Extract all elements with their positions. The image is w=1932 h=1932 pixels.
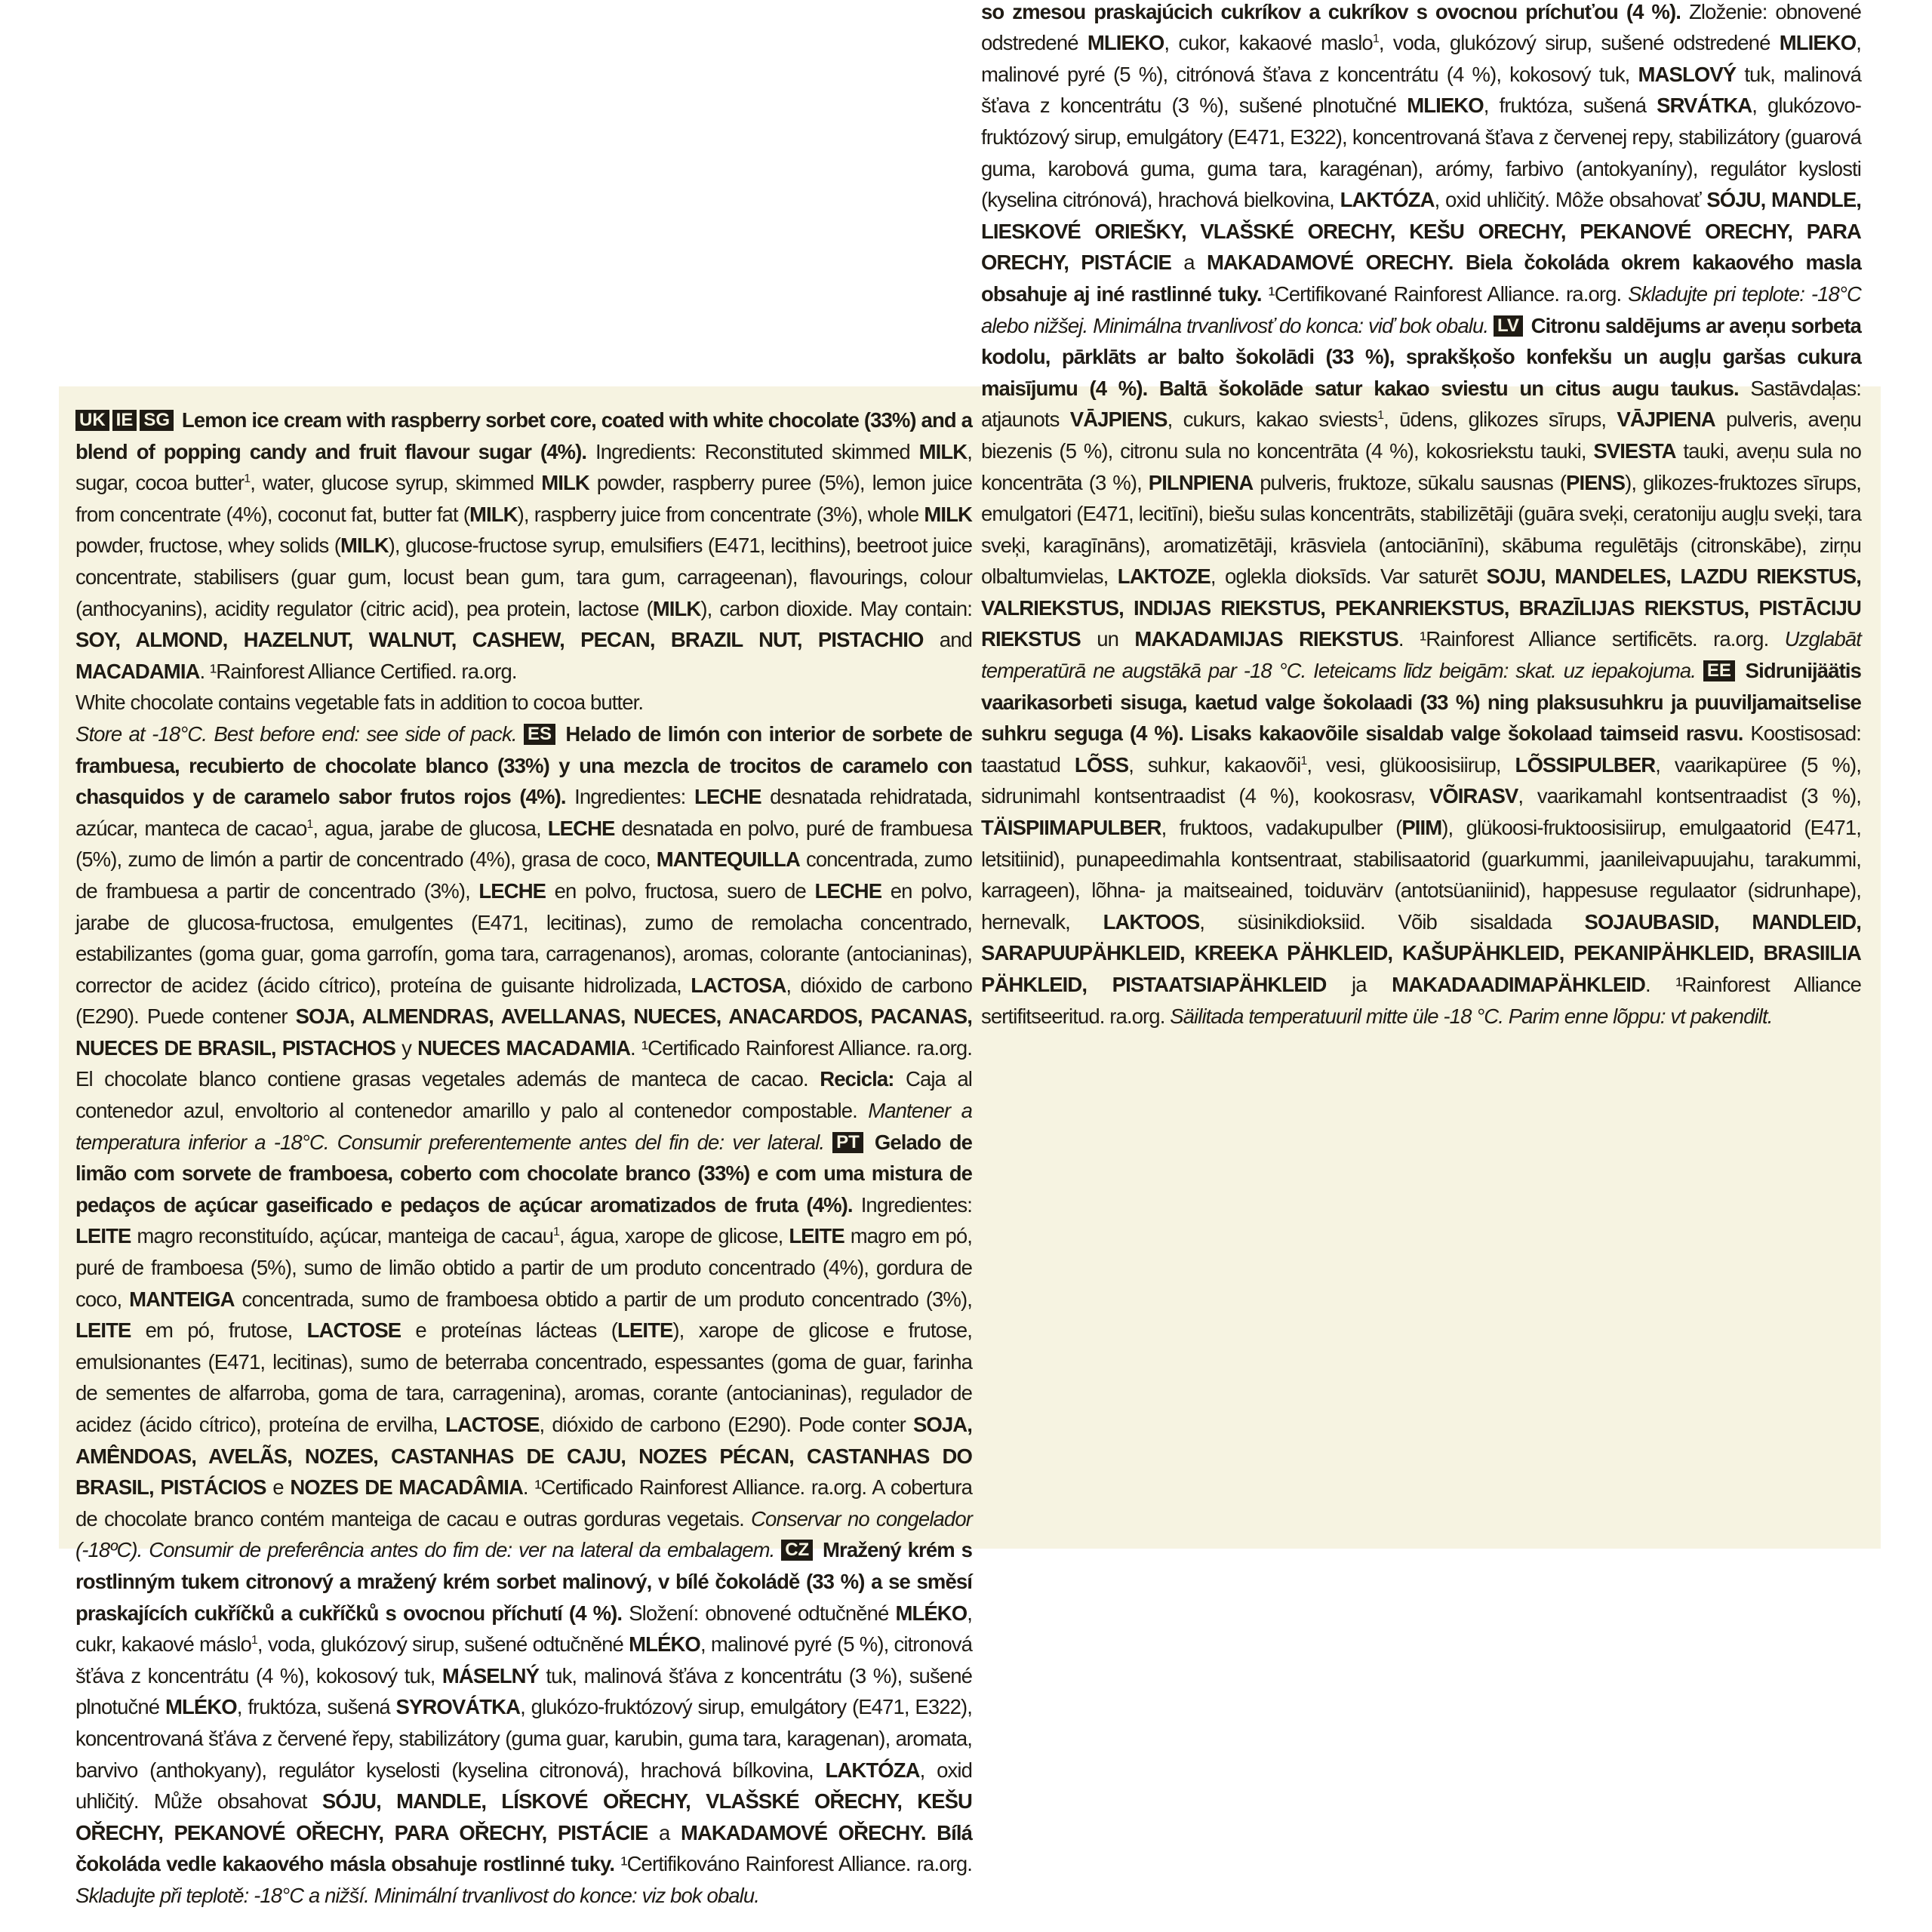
storage-cz: Skladujte při teplotě: -18°C a nižší. Minimální trvanlivost do konce: viz bok obalu. [75,1883,760,1907]
product-title-pt: Gelado de limão com sorvete de framboesa, coberto com chocolate branco (33%) e com uma mistura de pedaços de açúcar gaseificado e pedaços de açúcar aromatizados de fruta (4%). [75,1130,973,1217]
storage-sk: Skladujte pri teplote: -18°C alebo nižšej. Minimálna trvanlivosť do konca: viď bok obalu. [981,281,1861,337]
allergens-en: SOY, ALMOND, HAZELNUT, WALNUT, CASHEW, PECAN, BRAZIL NUT, PISTACHIO [75,628,924,652]
label-column-right [981,0,1862,1529]
allergens-es: SOJA, ALMENDRAS, AVELLANAS, NUECES, ANACARDOS, PACANAS, NUECES DE BRASIL, PISTACHOS [75,1004,972,1060]
allergens-lv: SOJU, MANDELES, LAZDU RIEKSTUS, VALRIEKSTUS, INDIJAS RIEKSTUS, PEKANRIEKSTUS, BRAZĪLIJAS RIEKSTUS, PISTĀCIJU RIEKSTUS [981,565,1861,651]
product-title-es: Helado de limón con interior de sorbete de frambuesa, recubierto de chocolate blanco (33%) y una mezcla de trocitos de caramelo con chasquidos y de caramelo sabor frutos rojos (4%). [75,721,972,809]
allergens-sk: SÓJU, MANDLE, LIESKOVÉ ORIEŠKY, VLAŠSKÉ ORECHY, KEŠU ORECHY, PEKANOVÉ ORECHY, PARA ORECHY, PISTÁCIE [981,188,1861,275]
language-tag-ie: IE [112,410,137,431]
allergens-ee: SOJAUBASID, MANDLEID, SARAPUUPÄHKLEID, KREEKA PÄHKLEID, KAŠUPÄHKLEID, PEKANIPÄHKLEID, BRASIILIA PÄHKLEID, PISTAATSIAPÄHKLEID [981,909,1861,996]
white-chocolate-note-en: White chocolate contains vegetable fats in addition to cocoa butter. [75,691,644,715]
language-tag-ee: EE [1703,660,1735,681]
spanish-section: Store at -18°C. Best before end: see side of pack. ES Helado de limón con interior de sorbete de frambuesa, recubierto de chocolate blanco (33%) y una mezcla de trocitos de caramelo con chasquidos y de caramelo sabor frutos rojos (4%). Ingredientes: LECHE desnatada rehidratada, azúcar, manteca de cacao$^1$, agua, jarabe de glucosa, LECHE desnatada en polvo, puré de frambuesa (5%), zumo de limón a partir de concentrado (4%), grasa de coco, MANTEQUILLA concentrada, zumo de frambuesa a partir de concentrado (3%), LECHE en polvo, fructosa, suero de LECHE en polvo, jarabe de glucosa-fructosa, emulgentes (E471, lecitinas), zumo de remolacha concentrado, estabilizantes (goma guar, goma garrofín, goma tara, carragenanos), aromas, colorante (antocianinas), corrector de acidez (ácido cítrico), proteína de guisante hidrolizada, LACTOSA, dióxido de carbono (E290). Puede contener SOJA, ALMENDRAS, AVELLANAS, NUECES, ANACARDOS, PACANAS, NUECES DE BRASIL, PISTACHOS y NUECES MACADAMIA. ¹Certificado Rainforest Alliance. ra.org. El chocolate blanco contiene grasas vegetales además de manteca de cacao. Recicla: Caja al contenedor azul, envoltorio al contenedor amarillo y palo al contenedor compostable. Mantener a temperatura inferior a -18°C. Consumir preferentemente antes del fin de: ver lateral. PT Gelado de limão com sorvete de framboesa, coberto com chocolate branco (33%) e com uma mistura de pedaços de açúcar gaseificado e pedaços de açúcar aromatizados de fruta (4%). Ingredientes: LEITE magro reconstituído, açúcar, manteiga de cacau$^1$, água, xarope de glicose, LEITE magro em pó, puré de framboesa (5%), sumo de limão obtido a partir de um produto concentrado (4%), gordura de coco, MANTEIGA concentrada, sumo de framboesa obtido a partir de um produto concentrado (3%), LEITE em pó, frutose, LACTOSE e proteínas lácteas (LEITE), xarope de glicose e frutose, emulsionantes (E471, lecitinas), sumo de beterraba concentrado, espessantes (goma de guar, farinha de sementes de alfarroba, goma de tara, carragenina), aromas, corante (antocianinas), regulador de acidez (ácido cítrico), proteína de ervilha, LACTOSE, dióxido de carbono (E290). Pode conter SOJA, AMÊNDOAS, AVELÃS, NOZES, CASTANHAS DE CAJU, NOZES PÉCAN, CASTANHAS DO BRASIL, PISTÁCIOS e NOZES DE MACADÂMIA. ¹Certificado Rainforest Alliance. ra.org. A cobertura de chocolate branco contém manteiga de cacau e outras gorduras vegetais. Conservar no congelador (-18ºC). Consumir de preferência antes do fim de: ver na lateral da embalagem. CZ Mražený krém s rostlinným tukem citronový a mražený krém sorbet malinový, v bílé čokoládě (33 %) a se směsí praskajících cukříčků a cukříčků s ovocnou příchutí (4 %). Složení: obnovené odtučněné MLÉKO, cukr, kakaové máslo$^1$, voda, glukózový sirup, sušené odtučněné MLÉKO, malinové pyré (5 %), citronová šťáva z koncentrátu (4 %), kokosový tuk, MÁSELNÝ tuk, malinová šťáva z koncentrátu (3 %), sušené plnotučné MLÉKO, fruktóza, sušená SYROVÁTKA, glukózo-fruktózový sirup, emulgátory (E471, E322), koncentrovaná šťáva z červené řepy, stabilizátory (guma guar, karubin, guma tara, karagenan), aromata, barvivo (anthokyany), regulátor kyselosti (kyselina citronová), hrachová bílkovina, LAKTÓZA, oxid uhličitý. Může obsahovat SÓJU, MANDLE, LÍSKOVÉ OŘECHY, VLAŠSKÉ OŘECHY, KEŠU OŘECHY, PEKANOVÉ OŘECHY, PARA OŘECHY, PISTÁCIE a MAKADAMOVÉ OŘECHY. Bílá čokoláda vedle kakaového másla obsahuje rostlinné tuky. ¹Certifikováno Rainforest Alliance. ra.org. Skladujte při teplotě: -18°C a nižší. Minimální trvanlivost do konce: viz bok obalu. [75,721,973,1907]
ingredients-label-panel [59,0,1881,1907]
allergens-pt: SOJA, AMÊNDOAS, AVELÃS, NOZES, CASTANHAS DE CAJU, NOZES PÉCAN, CASTANHAS DO BRASIL, PISTÁCIOS [75,1413,972,1500]
label-column-left [75,405,973,1907]
storage-ee: Säilitada temperatuuril mitte üle -18 °C. Parim enne lõppu: vt pakendilt. [1170,1004,1773,1028]
language-tag-lv: LV [1494,315,1523,337]
slovak-latvian-estonian-section: so zmesou praskajúcich cukríkov a cukríkov s ovocnou príchuťou (4 %). Zloženie: obnovené odstredené MLIEKO, cukor, kakaové maslo$^1$, voda, glukózový sirup, sušené odstredené MLIEKO, malinové pyré (5 %), citrónová šťava z koncentrátu (4 %), kokosový tuk, MASLOVÝ tuk, malinová šťava z koncentrátu (3 %), sušené plnotučné MLIEKO, fruktóza, sušená SRVÁTKA, glukózovo-fruktózový sirup, emulgátory (E471, E322), koncentrovaná šťava z červenej repy, stabilizátory (guarová guma, karobová guma, guma tara, karagénan), arómy, farbivo (antokyaníny), regulátor kyslosti (kyselina citrónová), hrachová bielkovina, LAKTÓZA, oxid uhličitý. Môže obsahovať SÓJU, MANDLE, LIESKOVÉ ORIEŠKY, VLAŠSKÉ ORECHY, KEŠU ORECHY, PEKANOVÉ ORECHY, PARA ORECHY, PISTÁCIE a MAKADAMOVÉ ORECHY. Biela čokoláda okrem kakaového masla obsahuje aj iné rastlinné tuky. ¹Certifikované Rainforest Alliance. ra.org. Skladujte pri teplote: -18°C alebo nižšej. Minimálna trvanlivosť do konca: viď bok obalu. LV Citronu saldējums ar aveņu sorbeta kodolu, pārklāts ar balto šokolādi (33 %), sprakšķošo konfekšu un augļu garšas cukura maisījumu (4 %). Baltā šokolāde satur kakao sviestu un citus augu taukus. Sastāvdaļas: atjaunots VĀJPIENS, cukurs, kakao sviests$^1$, ūdens, glikozes sīrups, VĀJPIENA pulveris, aveņu biezenis (5 %), citronu sula no koncentrāta (4 %), kokosriekstu tauki, SVIESTA tauki, aveņu sula no koncentrāta (3 %), PILNPIENA pulveris, fruktoze, sūkalu sausnas (PIENS), glikozes-fruktozes sīrups, emulgatori (E471, lecitīni), biešu sulas koncentrāts, stabilizētāji (guāra sveķi, ceratoniju augļu sveķi, tara sveķi, karagīnāns), aromatizētāji, krāsviela (antociānīni), skābuma regulētājs (citronskābe), zirņu olbaltumvielas, LAKTOZE, ogleklа dioksīds. Var saturēt SOJU, MANDELES, LAZDU RIEKSTUS, VALRIEKSTUS, INDIJAS RIEKSTUS, PEKANRIEKSTUS, BRAZĪLIJAS RIEKSTUS, PISTĀCIJU RIEKSTUS un MAKADAMIJAS RIEKSTUS. ¹Rainforest Alliance sertificēts. ra.org. Uzglabāt temperatūrā ne augstākā par -18 °C. Ieteicams līdz beigām: skat. uz iepakojuma. EE Sidrunijäätis vaarikasorbeti sisuga, kaetud valge šokolaadi (33 %) ning plaksusuhkru ja puuviljamaitselise suhkru seguga (4 %). Lisaks kakaovõile sisaldab valge šokolaad taimseid rasvu. Koostisosad: taastatud LÕSS, suhkur, kakaovõi$^1$, vesi, glükoosisiirup, LÕSSIPULBER, vaarikapüree (5 %), sidrunimahl kontsentraadist (4 %), kookosrasv, VÕIRASV, vaarikamahl kontsentraadist (3 %), TÄISPIIMAPULBER, fruktoos, vadakupulber (PIIM), glükoosi-fruktoosisiirup, emulgaatorid (E471, letsitiinid), punapeedimahla kontsentraat, stabilisaatorid (guarkummi, jaanileivapuujahu, tarakummi, karrageen), lõhna- ja maitseained, toiduvärv (antotsüaniinid), happesuse regulaator (sidrunhape), hernevalk, LAKTOOS, süsinikdioksiid. Võib sisaldada SOJAUBASID, MANDLEID, SARAPUUPÄHKLEID, KREEKA PÄHKLEID, KAŠUPÄHKLEID, PEKANIPÄHKLEID, BRASIILIA PÄHKLEID, PISTAATSIAPÄHKLEID ja MAKADAADIMAPÄHKLEID. ¹Rainforest Alliance sertifitseeritud. ra.org. Säilitada temperatuuril mitte üle -18 °C. Parim enne lõppu: vt pakendilt. [981,0,1861,1032]
storage-en: Store at -18°C. Best before end: see side of pack. [75,721,517,746]
language-tag-es: ES [524,724,555,745]
storage-es: Mantener a temperatura inferior a -18°C. Consumir preferentemente antes del fin de: ver lateral. [75,1099,972,1154]
storage-pt: Conservar no congelador (-18ºC). Consumir de preferência antes do fim de: ver na lateral da embalagem. [75,1506,972,1562]
language-tag-pt: PT [832,1132,863,1153]
english-section: UK IE SG Lemon ice cream with raspberry sorbet core, coated with white chocolate (33%) and a blend of popping candy and fruit flavour sugar (4%). Ingredients: Reconstituted skimmed MILK, sugar, cocoa butter$^1$, water, glucose syrup, skimmed MILK powder, raspberry puree (5%), lemon juice from concentrate (4%), coconut fat, butter fat (MILK), raspberry juice from concentrate (3%), whole MILK powder, fructose, whey solids (MILK), glucose-fructose syrup, emulsifiers (E471, lecithins), beetroot juice concentrate, stabilisers (guar gum, locust bean gum, tara gum, carrageenan), flavourings, colour (anthocyanins), acidity regulator (citric acid), pea protein, lactose (MILK), carbon dioxide. May contain: SOY, ALMOND, HAZELNUT, WALNUT, CASHEW, PECAN, BRAZIL NUT, PISTACHIO and MACADAMIA. ¹Rainforest Alliance Certified. ra.org. [75,408,973,683]
product-title-cz: Mražený krém s rostlinným tukem citronový a mražený krém sorbet malinový, v bílé čokoládě (33 %) a se směsí praskajících cukříčků a cukříčků s ovocnou příchutí (4 %). [75,1538,972,1625]
product-title-lv: Citronu saldējums ar aveņu sorbeta kodolu, pārklāts ar balto šokolādi (33 %), sprakšķošo konfekšu un augļu garšas cukura maisījumu (4 %). Baltā šokolāde satur kakao sviestu un citus augu taukus. [981,313,1861,400]
language-tag-uk: UK [75,410,109,431]
storage-lv: Uzglabāt temperatūrā ne augstākā par -18 °C. Ieteicams līdz beigām: skat. uz iepakojuma. [981,627,1861,683]
language-tag-cz: CZ [781,1540,813,1561]
allergens-cz: SÓJU, MANDLE, LÍSKOVÉ OŘECHY, VLAŠSKÉ OŘECHY, KEŠU OŘECHY, PEKANOVÉ OŘECHY, PARA OŘECHY, PISTÁCIE [75,1789,972,1844]
product-title-en: Lemon ice cream with raspberry sorbet core, coated with white chocolate (33%) and a blend of popping candy and fruit flavour sugar (4%). [75,408,973,463]
product-title-sk: so zmesou praskajúcich cukríkov a cukríkov s ovocnou príchuťou (4 %). [981,0,1681,23]
language-tag-sg: SG [140,410,174,431]
product-title-ee: Sidrunijäätis vaarikasorbeti sisuga, kaetud valge šokolaadi (33 %) ning plaksusuhkru ja puuviljamaitselise suhkru seguga (4 %). Lisaks kakaovõile sisaldab valge šokolaad taimseid rasvu. [981,659,1861,746]
